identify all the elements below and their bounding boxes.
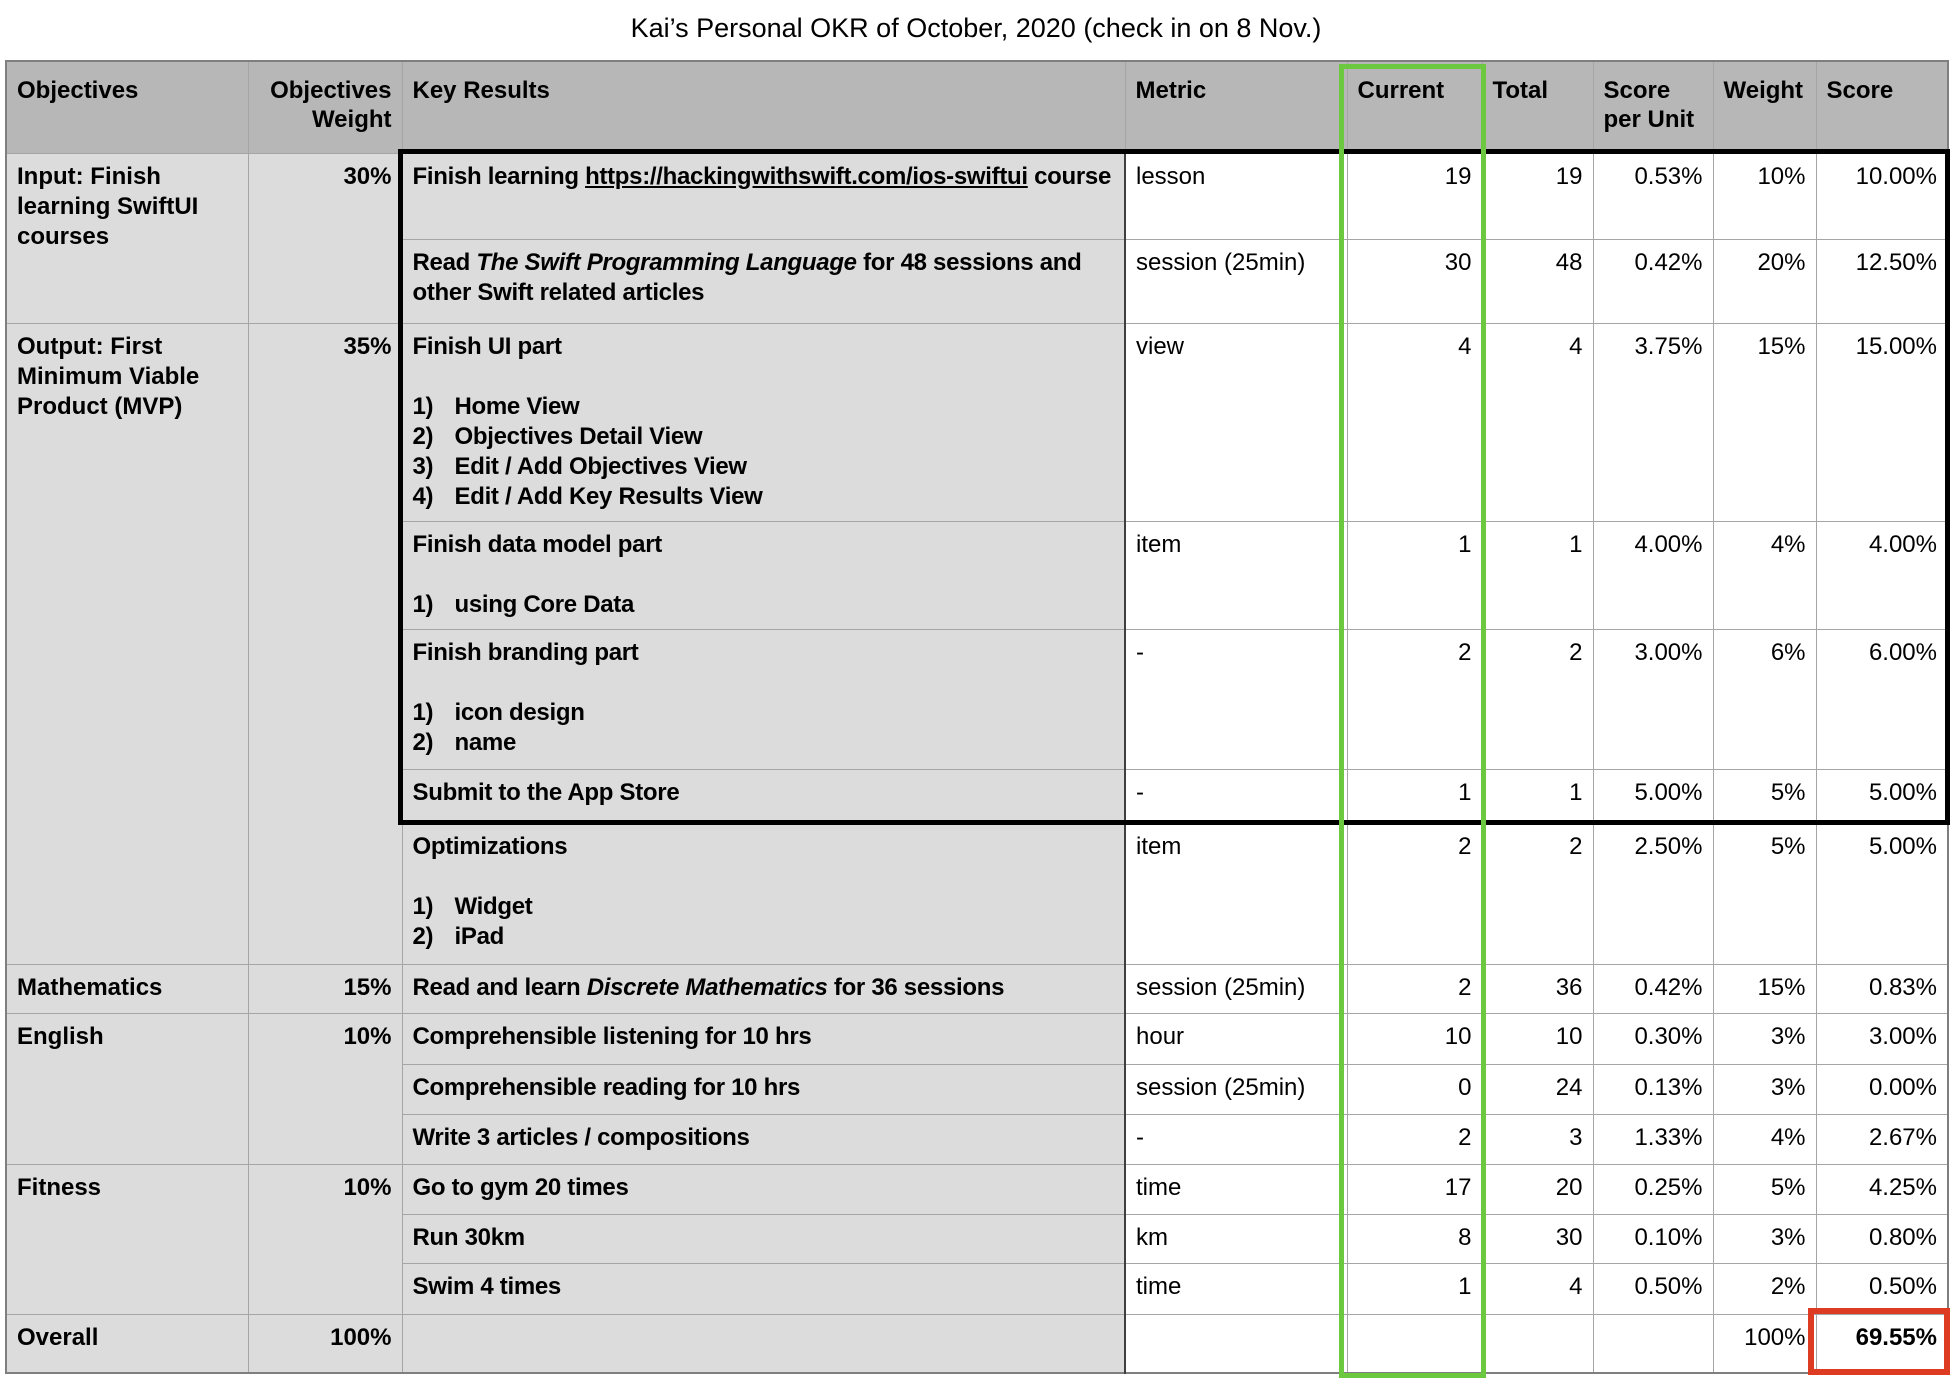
metric-cell[interactable]: time — [1125, 1164, 1347, 1214]
key-result-cell[interactable] — [402, 823, 1125, 964]
score-per-unit-cell[interactable]: 2.50% — [1593, 823, 1713, 964]
current-cell[interactable]: 1 — [1347, 769, 1482, 823]
key-result-cell[interactable]: Submit to the App Store — [402, 769, 1125, 823]
key-result-cell[interactable] — [402, 323, 1125, 521]
metric-cell[interactable]: session (25min) — [1125, 964, 1347, 1013]
metric-cell[interactable]: time — [1125, 1263, 1347, 1314]
weight-cell[interactable]: 5% — [1713, 1164, 1816, 1214]
key-result-cell[interactable] — [402, 153, 1125, 239]
column-header-score-per-unit[interactable]: Score per Unit — [1593, 61, 1713, 153]
table-row-overall — [6, 1314, 1948, 1373]
key-result-text: Read — [412, 248, 477, 276]
score-per-unit-cell[interactable]: 3.75% — [1593, 323, 1713, 521]
metric-cell[interactable]: - — [1125, 1114, 1347, 1164]
key-result-list — [413, 892, 1115, 952]
key-result-text: Finish learning — [412, 162, 586, 190]
current-cell[interactable] — [1347, 1314, 1482, 1373]
objective-cell[interactable]: Output: First Minimum Viable Product (MVP) — [6, 323, 248, 964]
objective-weight-cell[interactable]: 100% — [248, 1314, 402, 1373]
list-item: 1) Home View — [412, 392, 580, 420]
score-per-unit-cell[interactable]: 0.50% — [1593, 1263, 1713, 1314]
metric-cell[interactable]: session (25min) — [1125, 239, 1347, 323]
key-result-cell[interactable] — [402, 521, 1125, 629]
current-cell[interactable]: 0 — [1347, 1064, 1482, 1114]
key-result-text: for 36 sessions — [827, 973, 1005, 1001]
total-cell[interactable]: 1 — [1482, 521, 1593, 629]
metric-cell[interactable]: lesson — [1125, 153, 1347, 239]
key-result-book-title: The Swift Programming Language — [476, 248, 857, 276]
key-result-text: Read and learn — [412, 973, 587, 1001]
key-result-text: for 48 sessions and other Swift related articles — [412, 248, 1082, 306]
current-cell[interactable]: 30 — [1347, 239, 1482, 323]
key-result-link[interactable]: https://hackingwithswift.com/ios-swiftui — [585, 162, 1028, 190]
key-result-list — [413, 392, 1115, 512]
weight-cell[interactable]: 4% — [1713, 521, 1816, 629]
weight-cell[interactable]: 6% — [1713, 629, 1816, 769]
list-item: 2) Objectives Detail View — [412, 422, 703, 450]
total-cell[interactable]: 48 — [1482, 239, 1593, 323]
score-per-unit-cell[interactable]: 0.25% — [1593, 1164, 1713, 1214]
weight-cell[interactable]: 3% — [1713, 1214, 1816, 1263]
current-cell[interactable]: 10 — [1347, 1013, 1482, 1064]
score-cell[interactable]: 4.25% — [1816, 1164, 1948, 1214]
score-per-unit-cell[interactable]: 0.53% — [1593, 153, 1713, 239]
total-cell[interactable]: 2 — [1482, 823, 1593, 964]
objective-cell[interactable]: Input: Finish learning SwiftUI courses — [6, 153, 248, 323]
page-title: Kai’s Personal OKR of October, 2020 (check in on 8 Nov.) — [630, 13, 1322, 43]
list-item: 1) using Core Data — [412, 590, 635, 618]
key-result-cell[interactable] — [402, 629, 1125, 769]
score-cell[interactable]: 4.00% — [1816, 521, 1948, 629]
total-cell[interactable]: 10 — [1482, 1013, 1593, 1064]
score-cell[interactable]: 2.67% — [1816, 1114, 1948, 1164]
score-per-unit-cell[interactable]: 0.30% — [1593, 1013, 1713, 1064]
current-cell[interactable]: 2 — [1347, 823, 1482, 964]
weight-cell[interactable]: 20% — [1713, 239, 1816, 323]
objective-weight-cell[interactable]: 35% — [248, 323, 402, 964]
score-cell[interactable]: 0.80% — [1816, 1214, 1948, 1263]
weight-cell[interactable]: 3% — [1713, 1013, 1816, 1064]
metric-cell[interactable]: km — [1125, 1214, 1347, 1263]
key-result-list — [413, 590, 1115, 620]
score-cell[interactable]: 0.00% — [1816, 1064, 1948, 1114]
column-header-weight[interactable]: Weight — [1713, 61, 1816, 153]
weight-cell[interactable]: 4% — [1713, 1114, 1816, 1164]
key-result-cell[interactable]: Comprehensible reading for 10 hrs — [402, 1064, 1125, 1114]
okr-table — [5, 60, 1949, 1374]
objective-cell[interactable]: Overall — [6, 1314, 248, 1373]
list-item: 1) icon design — [412, 698, 585, 726]
table-row — [6, 323, 1948, 521]
current-cell[interactable]: 8 — [1347, 1214, 1482, 1263]
key-result-list — [413, 698, 1115, 758]
score-cell[interactable]: 0.83% — [1816, 964, 1948, 1013]
total-cell[interactable]: 4 — [1482, 1263, 1593, 1314]
key-result-text: course — [1027, 162, 1112, 190]
list-item: 2) iPad — [412, 922, 504, 950]
score-per-unit-cell[interactable]: 0.13% — [1593, 1064, 1713, 1114]
score-per-unit-cell[interactable]: 5.00% — [1593, 769, 1713, 823]
key-result-cell[interactable] — [402, 964, 1125, 1013]
weight-cell[interactable]: 2% — [1713, 1263, 1816, 1314]
weight-cell[interactable]: 15% — [1713, 323, 1816, 521]
total-cell[interactable]: 4 — [1482, 323, 1593, 521]
total-cell[interactable]: 24 — [1482, 1064, 1593, 1114]
column-header-objectives[interactable]: Objectives — [6, 61, 248, 153]
key-result-cell[interactable] — [402, 1314, 1125, 1373]
score-per-unit-cell[interactable]: 0.10% — [1593, 1214, 1713, 1263]
current-cell[interactable]: 4 — [1347, 323, 1482, 521]
score-cell[interactable]: 15.00% — [1816, 323, 1948, 521]
current-cell[interactable]: 2 — [1347, 964, 1482, 1013]
objective-weight-cell[interactable]: 15% — [248, 964, 402, 1013]
table-row — [6, 964, 1948, 1013]
total-cell[interactable]: 20 — [1482, 1164, 1593, 1214]
weight-cell[interactable]: 3% — [1713, 1064, 1816, 1114]
key-result-book-title: Discrete Mathematics — [586, 973, 828, 1001]
key-result-text: Finish data model part — [412, 530, 662, 558]
objective-cell[interactable]: Mathematics — [6, 964, 248, 1013]
weight-cell[interactable]: 5% — [1713, 823, 1816, 964]
list-item: 1) Widget — [412, 892, 533, 920]
score-per-unit-cell[interactable]: 1.33% — [1593, 1114, 1713, 1164]
key-result-cell[interactable]: Swim 4 times — [402, 1263, 1125, 1314]
score-per-unit-cell[interactable]: 4.00% — [1593, 521, 1713, 629]
column-header-score[interactable]: Score — [1816, 61, 1948, 153]
current-cell[interactable]: 1 — [1347, 521, 1482, 629]
score-per-unit-cell[interactable]: 3.00% — [1593, 629, 1713, 769]
key-result-text: Optimizations — [412, 832, 568, 860]
list-item: 3) Edit / Add Objectives View — [412, 452, 747, 480]
total-cell[interactable] — [1482, 1314, 1593, 1373]
metric-cell[interactable]: - — [1125, 629, 1347, 769]
metric-cell[interactable]: session (25min) — [1125, 1064, 1347, 1114]
column-header-key-results[interactable]: Key Results — [402, 61, 1125, 153]
current-cell[interactable]: 19 — [1347, 153, 1482, 239]
column-header-metric[interactable]: Metric — [1125, 61, 1347, 153]
score-cell[interactable]: 3.00% — [1816, 1013, 1948, 1064]
header-row — [6, 61, 1948, 153]
key-result-cell[interactable]: Run 30km — [402, 1214, 1125, 1263]
current-cell[interactable]: 2 — [1347, 629, 1482, 769]
column-header-objectives-weight[interactable]: Objectives Weight — [248, 61, 402, 153]
metric-cell[interactable]: view — [1125, 323, 1347, 521]
key-result-cell[interactable]: Comprehensible listening for 10 hrs — [402, 1013, 1125, 1064]
score-per-unit-cell[interactable]: 0.42% — [1593, 964, 1713, 1013]
key-result-text: Finish UI part — [412, 332, 562, 360]
key-result-cell[interactable] — [402, 239, 1125, 323]
weight-cell[interactable]: 100% — [1713, 1314, 1816, 1373]
total-cell[interactable]: 19 — [1482, 153, 1593, 239]
table-row — [6, 153, 1948, 239]
total-cell[interactable]: 1 — [1482, 769, 1593, 823]
key-result-cell[interactable]: Go to gym 20 times — [402, 1164, 1125, 1214]
score-cell[interactable]: 12.50% — [1816, 239, 1948, 323]
score-per-unit-cell[interactable]: 0.42% — [1593, 239, 1713, 323]
score-per-unit-cell[interactable] — [1593, 1314, 1713, 1373]
weight-cell[interactable]: 5% — [1713, 769, 1816, 823]
metric-cell[interactable]: item — [1125, 823, 1347, 964]
score-cell[interactable]: 5.00% — [1816, 823, 1948, 964]
objective-weight-cell[interactable]: 30% — [248, 153, 402, 323]
metric-cell[interactable]: hour — [1125, 1013, 1347, 1064]
total-cell[interactable]: 30 — [1482, 1214, 1593, 1263]
objective-weight-cell[interactable]: 10% — [248, 1164, 402, 1314]
overall-score-cell[interactable]: 69.55% — [1816, 1314, 1948, 1373]
table-row — [6, 1164, 1948, 1214]
key-result-text: Finish branding part — [412, 638, 639, 666]
list-item: 2) name — [412, 728, 516, 756]
weight-cell[interactable]: 10% — [1713, 153, 1816, 239]
score-cell[interactable]: 6.00% — [1816, 629, 1948, 769]
current-cell[interactable]: 17 — [1347, 1164, 1482, 1214]
weight-cell[interactable]: 15% — [1713, 964, 1816, 1013]
objective-cell[interactable]: Fitness — [6, 1164, 248, 1314]
total-cell[interactable]: 3 — [1482, 1114, 1593, 1164]
total-cell[interactable]: 2 — [1482, 629, 1593, 769]
objective-weight-cell[interactable]: 10% — [248, 1013, 402, 1164]
metric-cell[interactable] — [1125, 1314, 1347, 1373]
column-header-total[interactable]: Total — [1482, 61, 1593, 153]
table-row — [6, 1013, 1948, 1064]
total-cell[interactable]: 36 — [1482, 964, 1593, 1013]
score-cell[interactable]: 5.00% — [1816, 769, 1948, 823]
current-cell[interactable]: 1 — [1347, 1263, 1482, 1314]
column-header-current[interactable]: Current — [1347, 61, 1482, 153]
key-result-cell[interactable]: Write 3 articles / compositions — [402, 1114, 1125, 1164]
metric-cell[interactable]: item — [1125, 521, 1347, 629]
score-cell[interactable]: 0.50% — [1816, 1263, 1948, 1314]
list-item: 4) Edit / Add Key Results View — [412, 482, 763, 510]
score-cell[interactable]: 10.00% — [1816, 153, 1948, 239]
current-cell[interactable]: 2 — [1347, 1114, 1482, 1164]
metric-cell[interactable]: - — [1125, 769, 1347, 823]
objective-cell[interactable]: English — [6, 1013, 248, 1164]
